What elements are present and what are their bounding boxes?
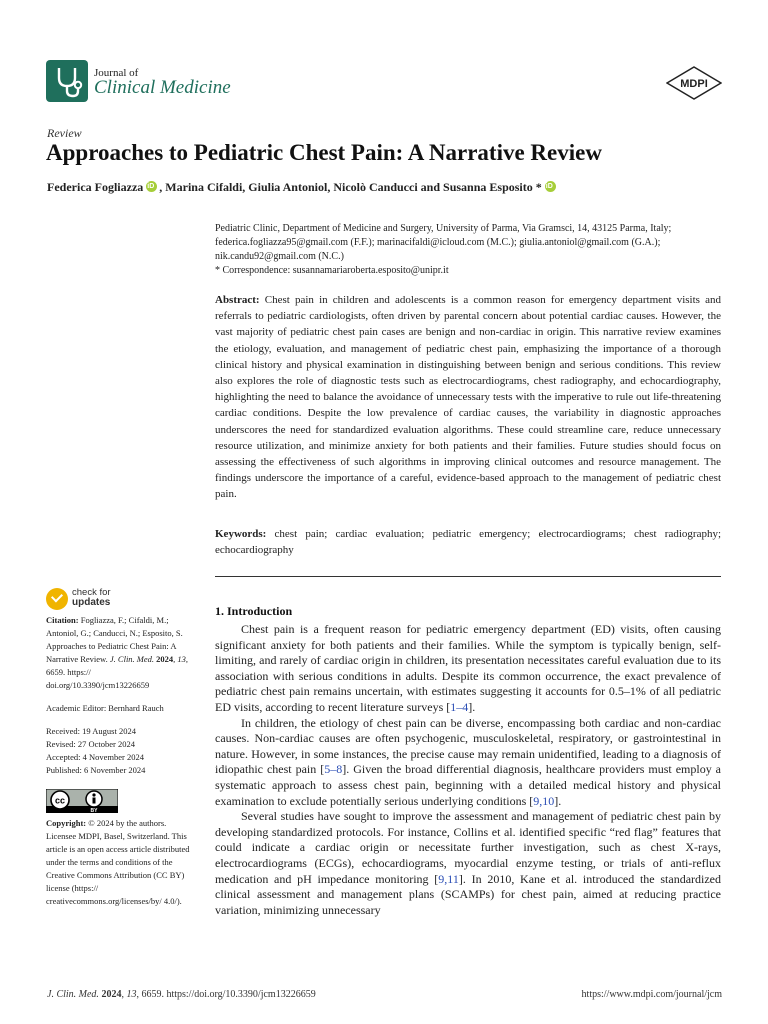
- citation-year: 2024: [156, 654, 174, 664]
- copyright-text: © 2024 by the authors. Licensee MDPI, Basel, Switzerland. This article is an open access article distributed under the terms and conditions of the Creative Commons Attribution (CC BY) license (https:// creativecommons.org/licenses/by/ 4.0/).: [46, 818, 190, 906]
- abstract: [215, 292, 721, 503]
- check-updates-line1: check for: [72, 587, 111, 598]
- copyright-label: Copyright:: [46, 818, 87, 828]
- footer-year: 2024: [101, 989, 122, 1000]
- citation-volume: 13: [177, 654, 186, 664]
- footer-doi[interactable]: , 6659. https://doi.org/10.3390/jcm13226659: [136, 989, 316, 1000]
- journal-logo: [46, 60, 88, 102]
- published-date: Published: 6 November 2024: [46, 765, 146, 775]
- revised-date: Revised: 27 October 2024: [46, 739, 135, 749]
- section-divider: [215, 576, 721, 577]
- paragraph: Several studies have sought to improve the assessment and management of pediatric chest pain by developing standardized protocols. For instance, Collins et al. identified specific “red flag” features that could indicate a cardiac origin or necessitate further investigation, such as chest X-rays, electrocardiograms (ECGs), echocardiograms, myocardial enzyme testing, or trials of anti-reflux medication and pH impedance monitoring [9,11]. In 2010, Kane et al. introduced the standardized clinical assessment and management plans (SCAMPs) for chest pain, aimed at reducing practice variation, minimizing unnecessary: [215, 809, 721, 917]
- affiliation-line: nik.candu92@gmail.com (N.C.): [215, 251, 344, 262]
- paragraph: Chest pain is a frequent reason for pediatric emergency department (ED) visits, often causing significant anxiety for both patients and their families. While the symptom is typically benign, self-limiting, and rarely of cardiac origin in children, its presentation necessitates careful evaluation due to its association with serious conditions in adults. Despite its common occurrence, the exact prevalence of pediatric chest pain remains uncertain, with estimates suggesting it accounts for 0.5–1% of all pediatric ED visits, according to recent literature surveys [1–4].: [215, 622, 721, 714]
- affiliations: [215, 222, 725, 278]
- mdpi-logo: [666, 66, 722, 100]
- citation-doi[interactable]: , 6659. https:// doi.org/10.3390/jcm13226659: [46, 654, 189, 690]
- citation-journal: J. Clin. Med.: [109, 654, 155, 664]
- author-name[interactable]: Marina Cifaldi: [165, 180, 243, 194]
- author-list: [47, 180, 558, 195]
- academic-editor: Academic Editor: Bernhard Rauch: [46, 703, 164, 713]
- keywords-text: chest pain; cardiac evaluation; pediatric emergency; electrocardiograms; chest radiography; echocardiography: [215, 528, 722, 556]
- correspondence-line: * Correspondence: susannamariaroberta.esposito@unipr.it: [215, 265, 449, 276]
- citation-text: Fogliazza, F.; Cifaldi, M.; Antoniol, G.; Canducci, N.; Esposito, S. Approaches to Pediatric Chest Pain: A Narrative Review.: [46, 615, 183, 664]
- article-info-sidebar: [46, 614, 194, 918]
- author-separator: ,: [242, 180, 249, 194]
- mdpi-logo-icon: [666, 66, 722, 100]
- affiliation-line: Pediatric Clinic, Department of Medicine and Surgery, University of Parma, Via Gramsci, 14, 43125 Parma, Italy;: [215, 223, 672, 234]
- journal-name-prefix: Journal of: [94, 67, 139, 79]
- reference-link[interactable]: 5–8: [324, 762, 343, 777]
- author-separator: and: [417, 180, 444, 194]
- accepted-date: Accepted: 4 November 2024: [46, 752, 144, 762]
- author-name[interactable]: Susanna Esposito: [443, 180, 533, 194]
- footer-journal: J. Clin. Med.: [47, 989, 99, 1000]
- check-for-updates-button[interactable]: [72, 588, 111, 608]
- cc-by-license-icon[interactable]: [46, 789, 118, 813]
- received-date: Received: 19 August 2024: [46, 726, 136, 736]
- keywords-label: Keywords:: [215, 528, 267, 540]
- stethoscope-icon: [46, 60, 88, 102]
- author-name[interactable]: Giulia Antoniol: [248, 180, 328, 194]
- affiliation-line: federica.fogliazza95@gmail.com (F.F.); marinacifaldi@icloud.com (M.C.); giulia.antoniol@gmail.com (G.A.);: [215, 237, 661, 248]
- footer-journal-url[interactable]: https://www.mdpi.com/journal/jcm: [581, 989, 722, 1000]
- check-for-updates-icon[interactable]: [46, 588, 68, 610]
- cc-by-label: BY: [90, 808, 98, 813]
- journal-name: Clinical Medicine: [94, 77, 231, 98]
- paragraph: In children, the etiology of chest pain can be diverse, encompassing both cardiac and non-cardiac causes. Non-cardiac causes are often psychogenic, musculoskeletal, respiratory, or gastrointestinal in nature. However, in some instances, the precise cause may remain unidentified, leading to a diagnosis of idiopathic chest pain [5–8]. Given the broad differential diagnosis, healthcare providers must employ a systematic approach to assess chest pain, beginning with a detailed medical history and physical examination to exclude potentially serious underlying conditions [9,10].: [215, 715, 721, 808]
- svg-text:cc: cc: [54, 795, 66, 806]
- orcid-icon[interactable]: [146, 181, 157, 192]
- author-name[interactable]: Federica Fogliazza: [47, 180, 144, 194]
- reference-link[interactable]: 9,10: [533, 793, 555, 808]
- abstract-text: Chest pain in children and adolescents is a common reason for emergency department visits and referrals to pediatric cardiologists, often driven by parental concern about potential cardiac causes. However, the vast majority of pediatric chest pain cases are benign and non-cardiac in origin. This narrative review examines the etiology, evaluation, and management of pediatric chest pain, emphasizing the importance of a thorough clinical history and physical examination in distinguishing between benign and serious conditions. This review also explores the role of diagnostic tests such as electrocardiograms, chest radiography, and echocardiography, highlighting the need to balance the avoidance of unnecessary tests with the imperative to rule out life-threatening cardiac conditions. Despite the low prevalence of cardiac causes, the variability in diagnostic approaches underscores the need for standardized evaluation algorithms. These could streamline care, reduce unnecessary resource utilization, and minimize anxiety for both patients and their families. Future studies should focus on assessing the effectiveness of such algorithms in improving clinical outcomes and resource management. The findings underscore the importance of a careful, evidence-based approach to the management of pediatric chest pain.: [215, 294, 721, 501]
- author-name[interactable]: Nicolò Canducci: [333, 180, 418, 194]
- citation: Citation: Fogliazza, F.; Cifaldi, M.; Antoniol, G.; Canducci, N.; Esposito, S. Approaches to Pediatric Chest Pain: A Narrative Review. J. Clin. Med. 2024, 13, 6659. https:// doi.org/10.3390/jcm13226659: [46, 615, 189, 690]
- corresponding-mark: *: [532, 180, 542, 194]
- author-separator: ,: [327, 180, 334, 194]
- reference-link[interactable]: 9,11: [438, 871, 459, 886]
- author-separator: ,: [159, 180, 166, 194]
- article-type: Review: [47, 126, 82, 140]
- copyright: [46, 817, 194, 908]
- publication-dates: [46, 725, 194, 777]
- section-heading: 1. Introduction: [215, 604, 293, 618]
- footer-volume: 13: [126, 989, 137, 1000]
- mdpi-logo-text: MDPI: [680, 78, 708, 90]
- article-title: Approaches to Pediatric Chest Pain: A Narrative Review: [46, 140, 602, 165]
- introduction-body: [215, 622, 721, 918]
- citation-label: Citation:: [46, 615, 79, 625]
- footer-citation: J. Clin. Med. 2024, 13, 6659. https://doi.org/10.3390/jcm13226659: [47, 989, 316, 1000]
- orcid-icon[interactable]: [545, 181, 556, 192]
- abstract-label: Abstract:: [215, 294, 260, 306]
- check-updates-line2: updates: [72, 597, 111, 608]
- keywords: [215, 526, 721, 558]
- reference-link[interactable]: 1–4: [450, 699, 469, 714]
